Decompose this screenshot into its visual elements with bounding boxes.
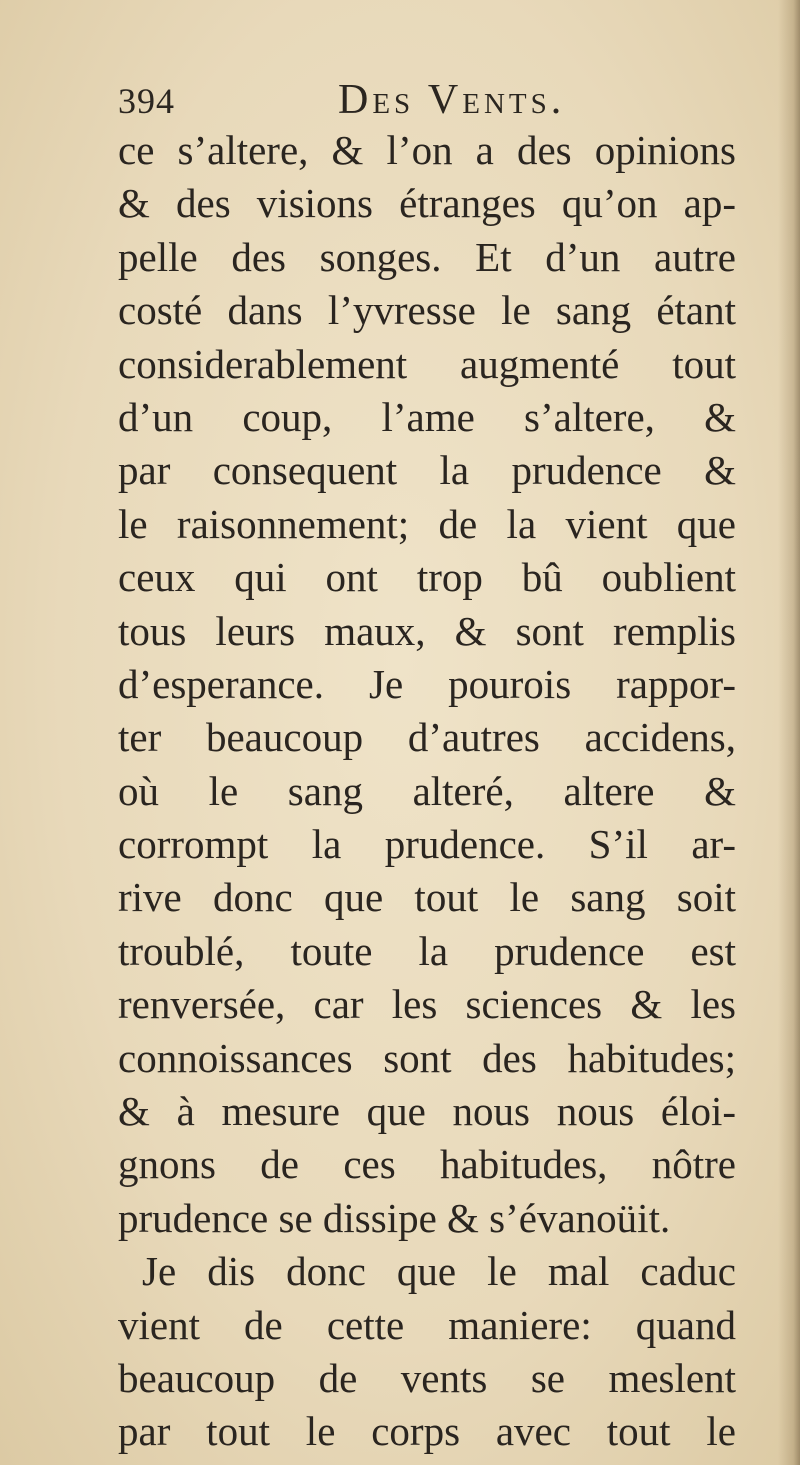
page-edge-shadow <box>778 0 800 1465</box>
text-line: par tout le corps avec tout le <box>118 1408 736 1455</box>
running-head <box>118 76 738 128</box>
text-line: & des visions étranges qu’on ap- <box>118 180 736 227</box>
text-line: renversée, car les sciences & les <box>118 981 736 1028</box>
text-line: beaucoup de vents se meslent <box>118 1354 736 1401</box>
text-line: pelle des songes. Et d’un autre <box>118 233 736 280</box>
text-line: prudence se dissipe & s’évanoüit. <box>118 1194 671 1241</box>
text-line: & à mesure que nous nous éloi- <box>118 1088 736 1135</box>
text-line: rive donc que tout le sang soit <box>118 874 736 921</box>
text-line: considerablement augmenté tout <box>118 340 736 387</box>
text-line: ce s’altere, & l’on a des opinions <box>118 127 736 173</box>
text-line: d’un coup, l’ame s’altere, & <box>118 393 736 440</box>
text-line: ter beaucoup d’autres accidens, <box>118 714 736 761</box>
text-line: par consequent la prudence & <box>118 447 736 494</box>
text-line: le raisonnement; de la vient que <box>118 500 736 547</box>
text-line: corrompt la prudence. S’il ar- <box>118 821 736 868</box>
text-line: d’esperance. Je pourois rappor- <box>118 660 736 707</box>
text-line: ceux qui ont trop bû oublient <box>118 554 736 601</box>
page-number: 394 <box>118 81 175 121</box>
text-line: costé dans l’yvresse le sang étant <box>118 287 736 334</box>
text-line: connoissances sont des habitudes; <box>118 1034 736 1081</box>
body-text <box>118 124 736 1459</box>
text-line: tous leurs maux, & sont remplis <box>118 607 736 654</box>
text-line: Je dis donc que le mal caduc <box>142 1248 736 1295</box>
text-line: troublé, toute la prudence est <box>118 927 736 974</box>
text-line: où le sang alteré, altere & <box>118 767 736 814</box>
text-line: gnons de ces habitudes, nôtre <box>118 1141 736 1188</box>
text-line: vient de cette maniere: quand <box>118 1301 736 1348</box>
header-title: Des Vents. <box>338 77 566 123</box>
